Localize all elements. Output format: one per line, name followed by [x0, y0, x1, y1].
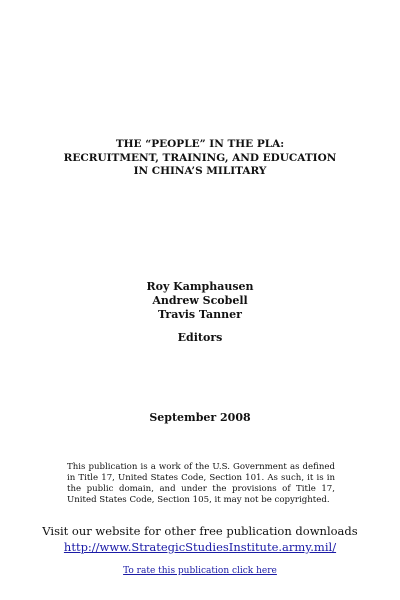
public-domain-notice: This publication is a work of the U.S. Government as defined in Title 17, United States Code, Section 101. As such, it is in the public domain, and under the provisions of Title 17, United States Code, Section 105, it may not be copyrighted. [67, 462, 335, 505]
title-line-1: THE “PEOPLE” IN THE PLA: [115, 138, 285, 150]
editor-name: Travis Tanner [158, 308, 242, 321]
editors-list [0, 280, 400, 322]
rate-publication-link[interactable]: To rate this publication click here [123, 566, 277, 576]
title-line-2: RECRUITMENT, TRAINING, AND EDUCATION [63, 151, 337, 164]
editor-name: Andrew Scobell [152, 294, 248, 307]
publication-date: September 2008 [149, 411, 251, 424]
title-line-3: IN CHINA’S MILITARY [133, 165, 267, 177]
editor-name: Roy Kamphausen [146, 280, 254, 293]
website-invitation: Visit our website for other free publication downloads [42, 524, 358, 538]
document-title [0, 138, 400, 179]
editors-label: Editors [177, 331, 223, 344]
website-link[interactable]: http://www.StrategicStudiesInstitute.army.mil/ [63, 540, 337, 554]
